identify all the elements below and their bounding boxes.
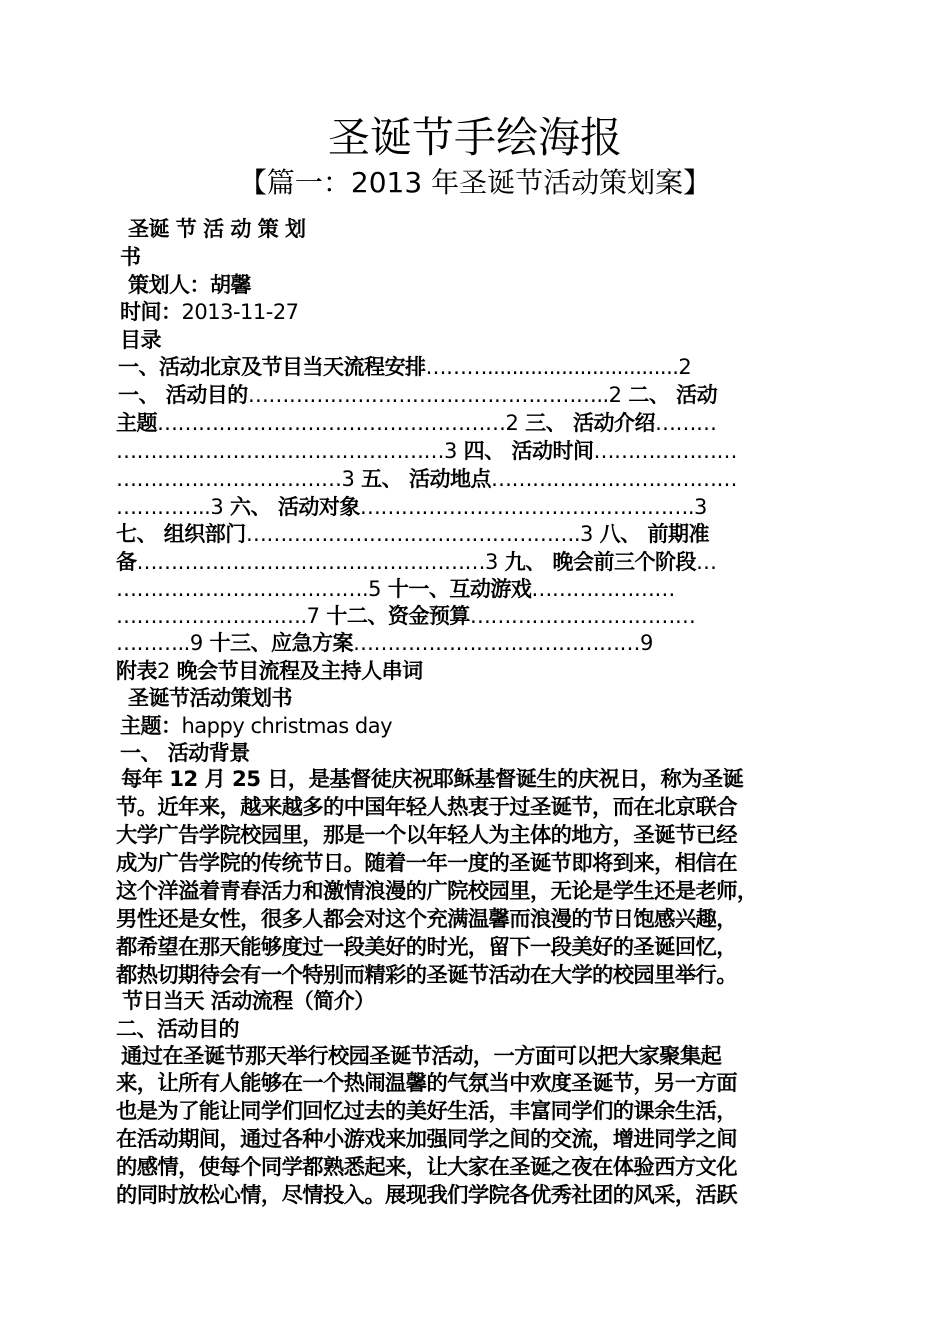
toc-line bbox=[116, 630, 653, 656]
toc-leader: …………..3 bbox=[116, 495, 224, 519]
document-title: 圣诞节手绘海报 bbox=[327, 113, 622, 162]
toc-entry: 主题 bbox=[116, 411, 157, 435]
toc-line bbox=[116, 438, 737, 464]
toc-leader: ……………………….7 bbox=[116, 604, 320, 628]
toc-line bbox=[116, 603, 695, 629]
time-value: 2013-11-27 bbox=[181, 300, 299, 324]
paragraph-line: 节。近年来，越来越多的中国年轻人热衷于过圣诞节，而在北京联合 bbox=[116, 795, 737, 820]
toc-leader: ……… bbox=[655, 411, 717, 435]
toc-entry: 八、 前期准 bbox=[592, 522, 709, 546]
document-subtitle: 【篇一：2013 年圣诞节活动策划案】 bbox=[238, 166, 712, 199]
appendix-title: 晚会节目流程及主持人串词 bbox=[169, 659, 423, 683]
paragraph-line: 都热切期待会有一个特别而精彩的圣诞节活动在大学的校园里举行。 bbox=[116, 963, 737, 988]
paragraph-line: 的感情，使每个同学都熟悉起来，让大家在圣诞之夜在体验西方文化 bbox=[116, 1155, 737, 1180]
toc-line bbox=[116, 410, 717, 436]
plan-title: 圣诞节活动策划书 bbox=[128, 686, 292, 710]
appendix-line bbox=[116, 658, 423, 684]
toc-leader: ……………………………….5 bbox=[116, 577, 382, 601]
toc-entry: 一、 活动目的 bbox=[118, 383, 248, 407]
flow-heading: 节日当天 活动流程（简介） bbox=[122, 989, 375, 1013]
toc-line bbox=[116, 494, 707, 520]
section-heading: 二、活动目的 bbox=[116, 1017, 239, 1041]
toc-entry: 一、活动北京及节目当天流程安排 bbox=[118, 355, 426, 379]
toc-entry: 五、 活动地点 bbox=[354, 467, 491, 491]
paragraph-line: 都希望在那天能够度过一段美好的时光，留下一段美好的圣诞回忆， bbox=[116, 935, 737, 960]
paragraph-line: 这个洋溢着青春活力和激情浪漫的广院校园里，无论是学生还是老师， bbox=[116, 879, 758, 904]
toc-leader: ……………………………3 bbox=[116, 467, 355, 491]
paragraph-line: 大学广告学院校园里，那是一个以年轻人为主体的地方，圣诞节已经 bbox=[116, 823, 737, 848]
paragraph-line: 成为广告学院的传统节日。随着一年一度的圣诞节即将到来，相信在 bbox=[116, 851, 737, 876]
toc-line bbox=[116, 521, 709, 547]
paragraph-line: 的同时放松心情，尽情投入。展现我们学院各优秀社团的风采，活跃 bbox=[116, 1183, 737, 1208]
toc-leader: ……………………………………9 bbox=[353, 631, 653, 655]
appendix-number: 2 bbox=[157, 659, 170, 683]
plan-header-line-2: 书 bbox=[120, 245, 141, 269]
section-heading: 一、 活动背景 bbox=[120, 741, 250, 765]
toc-line bbox=[116, 466, 737, 492]
toc-leader: ……………………………… bbox=[491, 467, 737, 491]
toc-entry: 二、 活动 bbox=[621, 383, 718, 407]
paragraph-line: 来，让所有人能够在一个热闹温馨的气氛当中欢度圣诞节，另一方面 bbox=[116, 1071, 737, 1096]
toc-leader: ………………… bbox=[593, 439, 737, 463]
toc-entry: 备 bbox=[116, 550, 137, 574]
toc-leader: …………………………………………3 bbox=[116, 439, 457, 463]
planner-line: 策划人：胡馨 bbox=[128, 273, 251, 297]
paragraph-line: 在活动期间，通过各种小游戏来加强同学之间的交流，增进同学之间 bbox=[116, 1127, 737, 1152]
toc-entry: 七、 组织部门 bbox=[116, 522, 246, 546]
toc-leader: ……………………………………………..2 bbox=[247, 383, 622, 407]
toc-entry: 四、 活动时间 bbox=[456, 439, 594, 463]
toc-leader: … bbox=[696, 550, 717, 574]
paragraph-line: 也是为了能让同学们回忆过去的美好生活，丰富同学们的课余生活， bbox=[116, 1099, 737, 1124]
toc-entry: 十三、应急方案 bbox=[202, 631, 354, 655]
toc-leader: ………………………………………….3 bbox=[359, 495, 707, 519]
theme-line bbox=[120, 713, 392, 739]
toc-heading: 目录 bbox=[120, 328, 161, 352]
theme-label: 主题： bbox=[120, 714, 182, 738]
toc-leader: …………………………… bbox=[469, 604, 696, 628]
toc-entry: 六、 活动对象 bbox=[223, 495, 360, 519]
time-label: 时间： bbox=[120, 300, 182, 324]
toc-leader: ………..9 bbox=[116, 631, 203, 655]
toc-leader: ………………………………………….3 bbox=[245, 522, 593, 546]
appendix-label: 附表 bbox=[116, 659, 157, 683]
toc-entry: 十二、资金预算 bbox=[319, 604, 470, 628]
plan-header-line-1: 圣诞 节 活 动 策 划 bbox=[128, 217, 306, 241]
toc-line bbox=[118, 354, 691, 380]
paragraph-line: 通过在圣诞节那天举行校园圣诞节活动，一方面可以把大家聚集起 bbox=[121, 1044, 722, 1069]
toc-entry: 三、 活动介绍 bbox=[518, 411, 655, 435]
toc-line bbox=[118, 382, 717, 408]
toc-line bbox=[116, 549, 717, 575]
toc-line bbox=[116, 576, 675, 602]
toc-leader: ………………… bbox=[531, 577, 675, 601]
toc-leader: ……………………………………………2 bbox=[157, 411, 519, 435]
theme-value: happy christmas day bbox=[181, 714, 393, 738]
toc-entry: 十一、互动游戏 bbox=[381, 577, 532, 601]
paragraph-line: 每年 12 月 25 日，是基督徒庆祝耶稣基督诞生的庆祝日，称为圣诞 bbox=[121, 767, 744, 792]
toc-leader: ………...............................2 bbox=[425, 355, 692, 379]
toc-leader: ……………………………………………3 bbox=[136, 550, 498, 574]
toc-entry: 九、 晚会前三个阶段 bbox=[497, 550, 696, 574]
paragraph-line: 男性还是女性，很多人都会对这个充满温馨而浪漫的节日饱感兴趣， bbox=[116, 907, 737, 932]
time-line bbox=[120, 299, 299, 325]
